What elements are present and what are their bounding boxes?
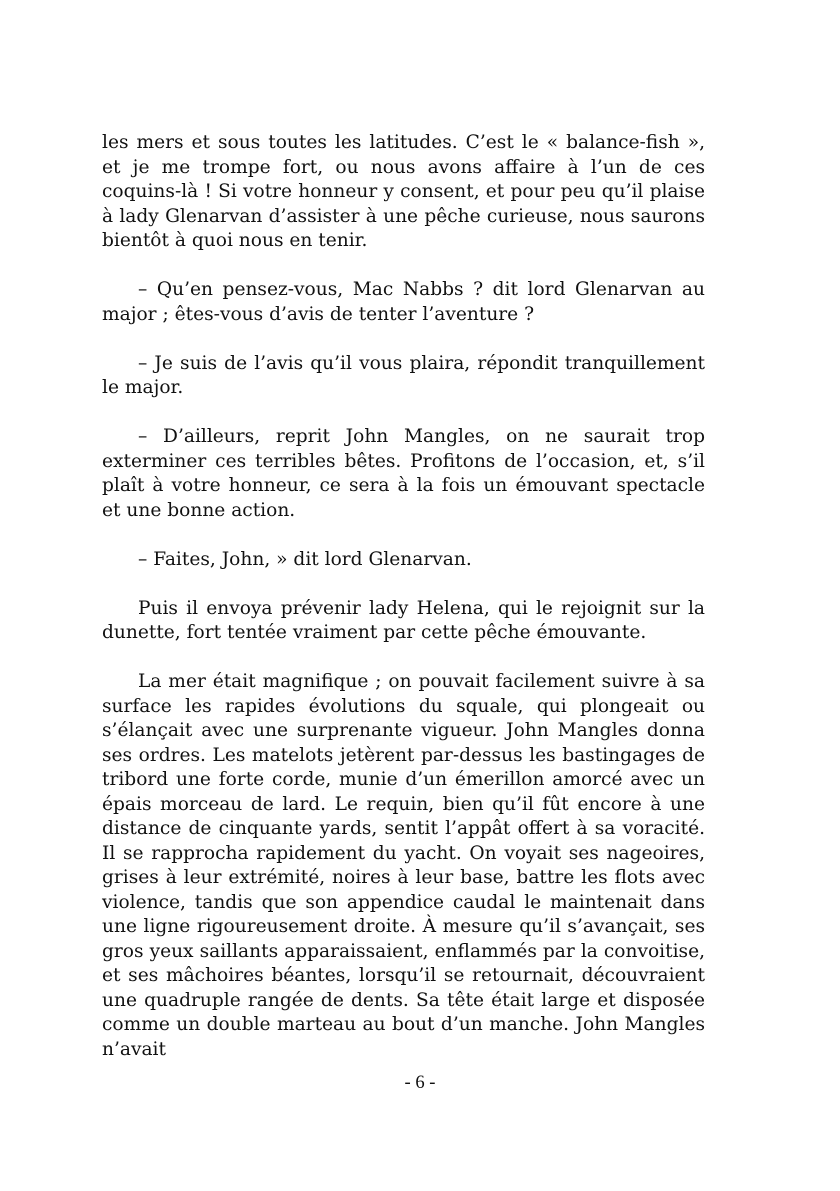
paragraph-shark-description: La mer était magnifique ; on pouvait facilement suivre à sa surface les rapides évolutions du squale, qui plongeait ou s’élançait avec une surprenante vigueur. John Mangles donna ses ordres. Les matelots jetèrent par-dessus les bastingages de tribord une forte corde, munie d’un émerillon amorcé avec un épais morceau de lard. Le requin, bien qu’il fût encore à une distance de cinquante yards, sentit l’appât offert à sa voracité. Il se rapprocha rapidement du yacht. On voyait ses nageoires, grises à leur extrémité, noires à leur base, battre les flots avec violence, tandis que son appendice caudal le maintenait dans une ligne rigoureusement droite. À mesure qu’il s’avançait, ses gros yeux saillants apparaissaient, enflammés par la convoitise, et ses mâchoires béantes, lorsqu’il se retournait, découvraient une quadruple rangée de dents. Sa tête était large et disposée comme un double marteau au bout d’un manche. John Mangles n’avait bbox=[102, 671, 705, 1060]
page-number: - 6 - bbox=[404, 1072, 436, 1093]
paragraph-dialogue-glenarvan-question: – Qu’en pensez-vous, Mac Nabbs ? dit lord Glenarvan au major ; êtes-vous d’avis de tenter l’aventure ? bbox=[102, 279, 705, 325]
paragraph-lady-helena: Puis il envoya prévenir lady Helena, qui le rejoignit sur la dunette, fort tentée vraiment par cette pêche émouvante. bbox=[102, 597, 705, 643]
paragraph-dialogue-john-mangles: – D’ailleurs, reprit John Mangles, on ne saurait trop exterminer ces terribles bêtes. Profitons de l’occasion, et, s’il plaît à votre honneur, ce sera à la fois un émouvant spectacle et une bonne action. bbox=[102, 426, 705, 521]
paragraph-dialogue-major-reply: – Je suis de l’avis qu’il vous plaira, répondit tranquillement le major. bbox=[102, 352, 705, 398]
paragraph-dialogue-glenarvan-order: – Faites, John, » dit lord Glenarvan. bbox=[138, 548, 472, 570]
page-body bbox=[102, 131, 705, 1087]
paragraph-continuation: les mers et sous toutes les latitudes. C’est le « balance-fish », et je me trompe fort, ou nous avons affaire à l’un de ces coquins-là ! Si votre honneur y consent, et pour peu qu’il plaise à lady Glenarvan d’assister à une pêche curieuse, nous saurons bientôt à quoi nous en tenir. bbox=[102, 132, 705, 251]
